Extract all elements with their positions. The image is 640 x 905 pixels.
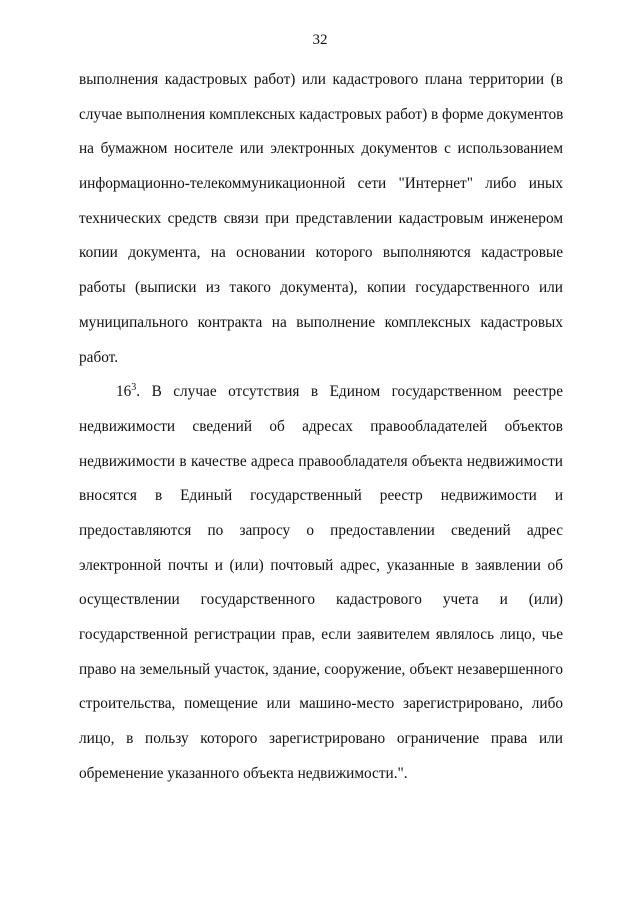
text-line: случае выполнения комплексных кадастровых работ) в форме документов xyxy=(79,105,564,123)
text-line: муниципального контракта на выполнение комплексных кадастровых xyxy=(79,313,563,331)
text-line: информационно-телекоммуникационной сети "Интернет" либо иных xyxy=(79,175,563,193)
text-line: обременение указанного объекта недвижимости.". xyxy=(79,764,408,782)
text-line: копии документа, на основании которого выполняются кадастровые xyxy=(79,244,563,262)
text-line: право на земельный участок, здание, сооружение, объект незавершенного xyxy=(79,660,563,678)
text-line: выполнения кадастровых работ) или кадастрового плана территории (в xyxy=(79,71,563,88)
document-body xyxy=(79,63,563,791)
text-line: лицо, в пользу которого зарегистрировано ограничение права или xyxy=(79,730,563,748)
text-line: недвижимости в качестве адреса правообладателя объекта недвижимости xyxy=(79,452,563,470)
text-line: государственной регистрации прав, если заявителем являлось лицо, чье xyxy=(79,626,563,643)
clause-first-line-text: . В случае отсутствия в Едином государственном реестре xyxy=(136,383,563,401)
paragraph-first-line xyxy=(79,375,563,410)
text-line: работ. xyxy=(79,348,119,366)
clause-number-superscript: 3 xyxy=(131,382,137,394)
clause-number: 16 xyxy=(116,383,132,401)
text-line: недвижимости сведений об адресах правообладателей объектов xyxy=(79,417,563,435)
text-line: строительства, помещение или машино-место зарегистрировано, либо xyxy=(79,695,563,713)
page-number: 32 xyxy=(312,32,328,48)
paragraph-continuation xyxy=(79,63,563,375)
paragraph-16-3 xyxy=(79,375,563,791)
text-line: осуществлении государственного кадастрового учета и (или) xyxy=(79,591,563,609)
text-line: вносятся в Единый государственный реестр недвижимости и xyxy=(79,487,563,505)
text-line: работы (выписки из такого документа), копии государственного или xyxy=(79,279,563,297)
text-line: предоставляются по запросу о предоставлении сведений адрес xyxy=(79,521,563,539)
text-line: технических средств связи при представлении кадастровым инженером xyxy=(79,209,563,227)
text-line: на бумажном носителе или электронных документов с использованием xyxy=(79,140,563,158)
text-line: электронной почты и (или) почтовый адрес, указанные в заявлении об xyxy=(79,556,563,574)
